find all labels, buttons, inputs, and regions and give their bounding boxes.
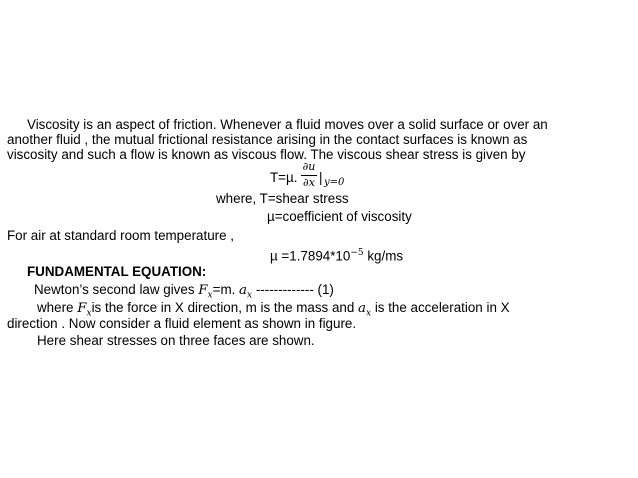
newton-force-symbol: F	[198, 283, 208, 298]
newton-accel-subscript: x	[247, 290, 253, 301]
air-value	[270, 246, 403, 263]
fundamental-heading: FUNDAMENTAL EQUATION:	[27, 264, 207, 279]
direction-line: direction . Now consider a fluid element as shown in figure.	[7, 316, 357, 331]
formula-evaluated-at: y=0	[324, 177, 345, 188]
where-force-symbol: F	[77, 301, 87, 316]
air-value-unit: kg/ms	[363, 248, 404, 264]
formula-numerator: ∂u	[302, 160, 316, 173]
paragraph-line-3: viscosity and such a flow is known as viscous flow. The viscous shear stress is given by	[7, 147, 526, 162]
air-value-prefix: µ =1.7894*10	[270, 248, 351, 264]
newton-mid: =m.	[212, 282, 240, 297]
paragraph-line-1: Viscosity is an aspect of friction. Whenever a fluid moves over a solid surface or over an	[27, 117, 548, 132]
air-value-exponent: −5	[350, 248, 364, 258]
where-mid: is the force in X direction, m is the mass and	[91, 300, 359, 315]
formula-eval-bar: |	[319, 170, 323, 185]
newton-suffix: ------------- (1)	[252, 282, 334, 297]
newton-prefix: Newton’s second law gives	[34, 282, 199, 297]
paragraph-line-2: another fluid , the mutual frictional resistance arising in the contact surfaces is known as	[7, 132, 528, 147]
where-prefix: where	[37, 300, 78, 315]
where-accel-symbol: a	[358, 301, 367, 316]
where-force-subscript: x	[86, 308, 92, 319]
where-accel-subscript: x	[366, 308, 372, 319]
formula-lhs: T=µ.	[270, 170, 298, 185]
shear-stress-line: Here shear stresses on three faces are shown.	[37, 333, 315, 348]
where-viscosity-coefficient: µ=coefficient of viscosity	[267, 209, 412, 224]
where-suffix: is the acceleration in X	[371, 300, 510, 315]
formula-denominator: ∂x	[303, 176, 315, 189]
newton-accel-symbol: a	[239, 283, 248, 298]
newton-force-subscript: x	[207, 290, 213, 301]
air-label: For air at standard room temperature ,	[7, 228, 234, 243]
where-shear-stress: where, T=shear stress	[216, 191, 349, 206]
